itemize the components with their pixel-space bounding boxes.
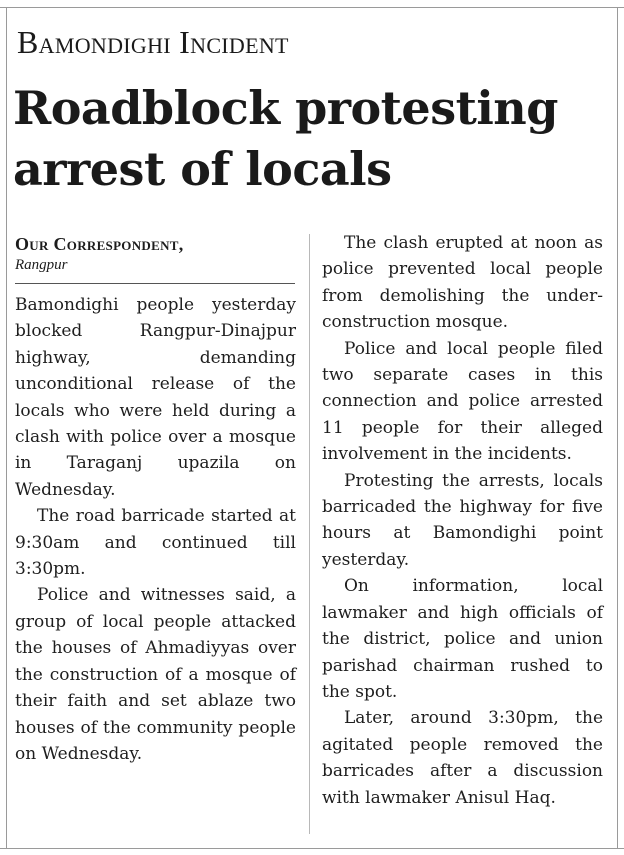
article-column-left <box>15 292 296 767</box>
article-paragraph: The clash erupted at noon as police prevented local people from demolishing the under-construction mosque. <box>322 233 603 333</box>
frame-left-border <box>6 7 7 848</box>
article-paragraph: Bamondighi people yesterday blocked Rangpur-Dinajpur highway, demanding unconditional release of the locals who were held during a clash with police over a mosque in Taraganj upazila on Wednesday. <box>15 295 296 500</box>
byline-rule <box>15 283 295 284</box>
byline-author: Our Correspondent, <box>15 234 184 254</box>
byline <box>15 234 295 275</box>
article-paragraph: The road barricade started at 9:30am and continued till 3:30pm. <box>15 506 296 580</box>
article-paragraph: On information, local lawmaker and high officials of the district, police and union parishad chairman rushed to the spot. <box>322 576 603 702</box>
article-paragraph: Later, around 3:30pm, the agitated people removed the barricades after a discussion with lawmaker Anisul Haq. <box>322 708 603 808</box>
frame-top-border <box>0 7 624 8</box>
frame-bottom-border <box>0 848 624 849</box>
article-paragraph: Protesting the arrests, locals barricaded the highway for five hours at Bamondighi point yesterday. <box>322 470 603 570</box>
column-divider <box>309 234 310 834</box>
kicker: Bamondighi Incident <box>17 24 289 60</box>
article-column-right <box>322 230 603 811</box>
frame-right-border <box>617 7 618 848</box>
article-paragraph: Police and local people filed two separate cases in this connection and police arrested 11 people for their alleged involvement in the incidents. <box>322 338 603 465</box>
byline-location: Rangpur <box>15 257 68 273</box>
headline: Roadblock protesting arrest of locals <box>13 81 558 196</box>
article-paragraph: Police and witnesses said, a group of local people attacked the houses of Ahmadiyyas over the construction of a mosque of their faith and set ablaze two houses of the community people on Wednesday. <box>15 585 296 764</box>
